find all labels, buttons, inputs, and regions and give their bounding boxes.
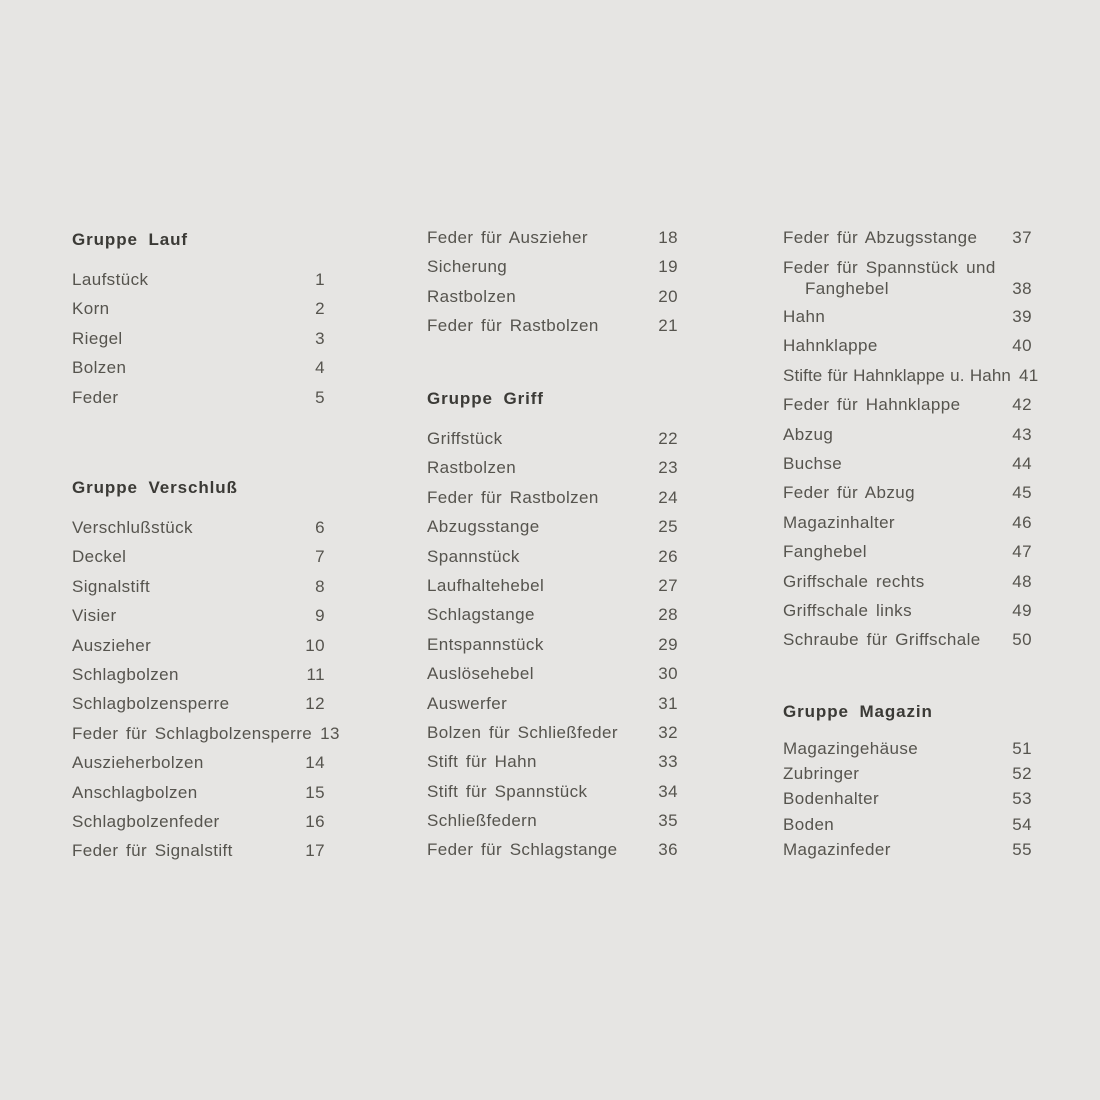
parts-list-row	[427, 806, 678, 835]
parts-list-row	[427, 223, 678, 252]
parts-list-row	[427, 630, 678, 659]
part-number: 52	[1012, 764, 1032, 784]
part-number: 17	[305, 841, 325, 861]
part-label: Griffschale rechts	[783, 571, 925, 591]
part-number: 34	[658, 781, 678, 801]
parts-list-column-3	[783, 0, 1039, 1100]
parts-list-row	[72, 807, 325, 836]
parts-list-row	[427, 571, 678, 600]
parts-list-row	[427, 483, 678, 512]
part-number: 11	[306, 664, 325, 684]
part-label: Hahn	[783, 307, 826, 326]
part-number: 6	[315, 518, 325, 537]
parts-list-row	[783, 567, 1032, 596]
parts-list-row	[783, 837, 1032, 862]
part-label: Feder für Hahnklappe	[783, 395, 961, 415]
part-label: Feder für Schlagstange	[427, 840, 618, 860]
parts-list-row	[72, 660, 325, 689]
part-label: Feder für Rastbolzen	[427, 316, 599, 336]
parts-list-row	[72, 353, 325, 382]
part-number: 12	[305, 694, 325, 714]
part-label: Laufstück	[72, 270, 149, 289]
group-griff-continued-items-2	[783, 302, 1039, 655]
part-label: Griffschale links	[783, 600, 912, 620]
part-label: Riegel	[72, 328, 123, 348]
group-griff-items	[427, 424, 678, 865]
part-label: Verschlußstück	[72, 518, 193, 537]
part-number: 51	[1012, 739, 1032, 758]
part-label: Schlagbolzenfeder	[72, 811, 220, 831]
parts-list-row	[783, 508, 1032, 537]
parts-list-row	[427, 311, 678, 340]
part-label: Spannstück	[427, 546, 520, 566]
part-label: Boden	[783, 814, 835, 834]
parts-list-row	[783, 812, 1032, 837]
group-magazin-items	[783, 736, 1032, 862]
part-label: Fanghebel	[783, 542, 867, 562]
parts-list-row	[783, 537, 1032, 566]
part-number: 53	[1012, 789, 1032, 809]
parts-list-row	[427, 453, 678, 482]
parts-list-row	[783, 736, 1032, 761]
parts-list-row	[783, 223, 1032, 252]
part-number: 15	[305, 782, 325, 802]
parts-list-row	[72, 719, 340, 748]
part-label: Feder für Signalstift	[72, 841, 233, 861]
parts-list-row	[427, 747, 678, 776]
part-label: Visier	[72, 606, 117, 626]
part-number: 14	[305, 753, 325, 773]
part-label: Stift für Hahn	[427, 752, 537, 772]
parts-list-column-1	[72, 0, 340, 1100]
part-number: 37	[1012, 228, 1032, 247]
part-number: 20	[658, 286, 678, 306]
part-number: 21	[658, 316, 678, 336]
part-label: Feder	[72, 387, 119, 407]
parts-list-row	[72, 748, 325, 777]
part-number: 54	[1012, 814, 1032, 834]
part-label: Entspannstück	[427, 634, 544, 654]
parts-list-row	[72, 294, 325, 323]
part-label: Bolzen	[72, 358, 127, 378]
group-heading-magazin: Gruppe Magazin	[783, 702, 933, 721]
part-label: Abzugsstange	[427, 517, 540, 537]
parts-list-row	[783, 761, 1032, 786]
part-label: Deckel	[72, 547, 127, 567]
parts-list-row	[427, 252, 678, 281]
parts-list-row	[783, 420, 1032, 449]
part-label: Signalstift	[72, 576, 151, 596]
part-number: 42	[1012, 395, 1032, 415]
parts-list-row	[72, 778, 325, 807]
part-label: Schließfedern	[427, 811, 538, 831]
part-number: 36	[658, 840, 678, 860]
part-label: Korn	[72, 299, 110, 319]
group-lauf-items	[72, 265, 325, 412]
part-number: 27	[658, 575, 678, 595]
parts-list-row	[72, 265, 325, 294]
parts-list-row	[427, 282, 678, 311]
part-number: 47	[1012, 542, 1032, 562]
part-label: Magazinfeder	[783, 839, 891, 859]
parts-list-row	[783, 625, 1032, 654]
part-label: Feder für Rastbolzen	[427, 487, 599, 507]
part-label: Anschlagbolzen	[72, 782, 198, 802]
part-label: Bodenhalter	[783, 789, 880, 809]
part-number: 31	[658, 693, 678, 713]
parts-list-row-multiline	[783, 257, 1032, 299]
part-label: Magazinhalter	[783, 512, 895, 532]
parts-list-row	[72, 513, 325, 542]
parts-list-row	[427, 659, 678, 688]
part-label: Buchse	[783, 453, 843, 473]
group-heading-lauf: Gruppe Lauf	[72, 230, 188, 249]
part-number: 39	[1012, 307, 1032, 326]
parts-list-row	[427, 542, 678, 571]
part-label: Rastbolzen	[427, 286, 517, 306]
part-number: 44	[1012, 453, 1032, 473]
part-label: Feder für Abzugsstange	[783, 228, 978, 247]
part-label: Griffstück	[427, 429, 503, 448]
part-number: 29	[658, 634, 678, 654]
part-number: 3	[315, 328, 325, 348]
part-number: 8	[315, 576, 325, 596]
part-number: 9	[315, 606, 325, 626]
part-number: 35	[658, 811, 678, 831]
part-number: 32	[658, 722, 678, 742]
part-number: 4	[315, 358, 325, 378]
part-number: 28	[658, 605, 678, 625]
part-number: 24	[658, 487, 678, 507]
parts-list-row	[72, 836, 325, 865]
part-number: 45	[1012, 483, 1032, 503]
part-label-line-1: Feder für Spannstück und	[783, 258, 996, 277]
group-griff-continued-items	[783, 223, 1032, 252]
parts-list-row	[72, 572, 325, 601]
part-label: Hahnklappe	[783, 336, 878, 356]
parts-list-row	[427, 718, 678, 747]
parts-list-row	[783, 331, 1032, 360]
parts-list-row	[427, 689, 678, 718]
part-label: Auslösehebel	[427, 664, 534, 684]
part-number: 38	[1012, 279, 1032, 298]
part-label: Schlagbolzen	[72, 664, 179, 684]
parts-list-row	[72, 601, 325, 630]
parts-list-row	[427, 835, 678, 864]
parts-list-row	[783, 449, 1032, 478]
parts-list-row	[72, 324, 325, 353]
group-verschluss-items	[72, 513, 340, 866]
part-number: 30	[658, 664, 678, 684]
part-number: 40	[1012, 336, 1032, 356]
group-heading-griff: Gruppe Griff	[427, 389, 544, 408]
part-label: Auswerfer	[427, 693, 508, 713]
part-number: 48	[1012, 571, 1032, 591]
part-number: 19	[658, 257, 678, 277]
parts-list-row	[72, 542, 325, 571]
part-number: 10	[305, 635, 325, 655]
part-number: 26	[658, 546, 678, 566]
parts-list-row	[427, 512, 678, 541]
part-number: 49	[1012, 600, 1032, 620]
part-number: 2	[315, 299, 325, 319]
part-label: Schlagstange	[427, 605, 535, 625]
part-label: Rastbolzen	[427, 458, 517, 478]
part-number: 43	[1012, 424, 1032, 444]
part-number: 46	[1012, 512, 1032, 532]
part-number: 23	[658, 458, 678, 478]
part-number: 7	[315, 547, 325, 567]
part-number: 55	[1012, 839, 1032, 859]
part-number: 1	[315, 270, 325, 289]
parts-list-column-2	[427, 0, 678, 1100]
group-verschluss-continued-items	[427, 223, 678, 341]
parts-list-row	[427, 424, 678, 453]
part-number: 13	[320, 723, 340, 743]
part-number: 33	[658, 752, 678, 772]
part-number: 16	[305, 811, 325, 831]
parts-list-row	[783, 302, 1032, 331]
part-number: 50	[1012, 630, 1032, 650]
part-label: Auszieherbolzen	[72, 753, 204, 773]
part-label: Schraube für Griffschale	[783, 630, 981, 650]
part-label: Magazingehäuse	[783, 739, 919, 758]
parts-list-row	[783, 361, 1039, 390]
part-label: Schlagbolzensperre	[72, 694, 230, 714]
parts-list-row	[427, 777, 678, 806]
parts-list-row	[783, 596, 1032, 625]
part-number: 22	[658, 429, 678, 448]
part-label: Abzug	[783, 424, 834, 444]
part-label: Stifte für Hahnklappe u. Hahn	[783, 365, 1011, 385]
part-label: Zubringer	[783, 764, 860, 784]
part-label: Feder für Auszieher	[427, 228, 588, 247]
parts-list-row	[783, 786, 1032, 811]
group-heading-verschluss: Gruppe Verschluß	[72, 478, 238, 497]
parts-list-row	[783, 390, 1032, 419]
part-label: Sicherung	[427, 257, 508, 277]
part-label: Feder für Schlagbolzensperre	[72, 723, 313, 743]
part-label: Feder für Abzug	[783, 483, 915, 503]
part-label: Auszieher	[72, 635, 152, 655]
part-label: Stift für Spannstück	[427, 781, 588, 801]
part-number: 41	[1018, 365, 1039, 385]
parts-list-row	[427, 600, 678, 629]
parts-list-row	[72, 689, 325, 718]
parts-list-row	[72, 383, 325, 412]
part-number: 5	[315, 387, 325, 407]
parts-list-row	[783, 478, 1032, 507]
part-label: Laufhaltehebel	[427, 575, 545, 595]
part-number: 25	[658, 517, 678, 537]
part-number: 18	[658, 228, 678, 247]
part-label: Bolzen für Schließfeder	[427, 722, 618, 742]
parts-list-row	[72, 631, 325, 660]
part-label-line-2: Fanghebel	[805, 279, 889, 298]
